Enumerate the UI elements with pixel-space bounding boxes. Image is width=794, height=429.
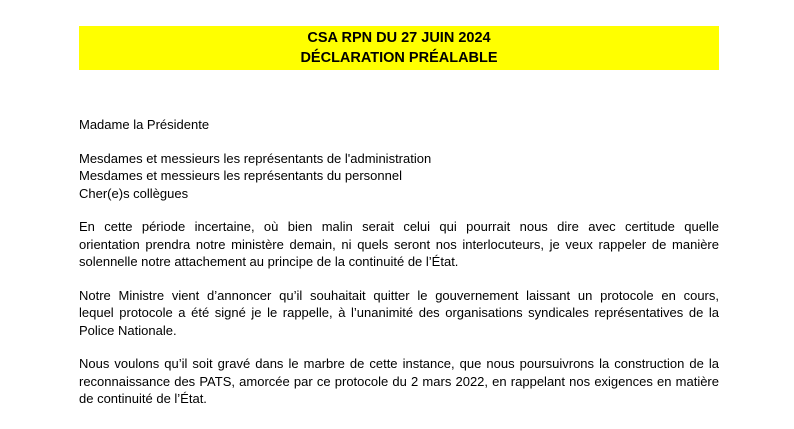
paragraph-line: Nous voulons qu’il soit gravé dans le marbre de cette instance, que nous poursuivrons la construction de la [79, 356, 719, 371]
paragraph-line: lequel protocole a été signé je le rappelle, à l’unanimité des organisations syndicales représentatives de la [79, 305, 719, 320]
salutation-administration: Mesdames et messieurs les représentants de l'administration [79, 150, 432, 166]
salutation-personnel: Mesdames et messieurs les représentants du personnel [79, 168, 402, 183]
paragraph-line: En cette période incertaine, où bien malin serait celui qui pourrait nous dire avec certitude quelle [79, 219, 719, 234]
paragraph-line: Police Nationale. [79, 322, 177, 338]
salutation-president [79, 116, 719, 134]
paragraph-line: solennelle notre attachement au principe de la continuité de l’État. [79, 254, 459, 269]
paragraph-minister [79, 287, 719, 340]
paragraph-line: Notre Ministre vient d’annoncer qu’il souhaitait quitter le gouvernement laissant un protocole en cours, [79, 287, 719, 303]
document-title-banner [79, 26, 719, 70]
paragraph-line: orientation prendra notre ministère demain, ni quels seront nos interlocuteurs, je veux rappeler de manière [79, 236, 719, 252]
salutation-president-text: Madame la Présidente [79, 117, 210, 132]
paragraph-pats [79, 355, 719, 408]
paragraph-line: reconnaissance des PATS, amorcée par ce protocole du 2 mars 2022, en rappelant nos exigences en matière [79, 373, 719, 389]
title-line-1: CSA RPN DU 27 JUIN 2024 [307, 30, 491, 46]
title-line-2: DÉCLARATION PRÉALABLE [300, 50, 498, 66]
document-body [79, 116, 719, 424]
salutation-group [79, 150, 719, 203]
salutation-colleagues: Cher(e)s collègues [79, 185, 189, 201]
paragraph-continuity [79, 218, 719, 271]
paragraph-line: de continuité de l’État. [79, 391, 207, 406]
